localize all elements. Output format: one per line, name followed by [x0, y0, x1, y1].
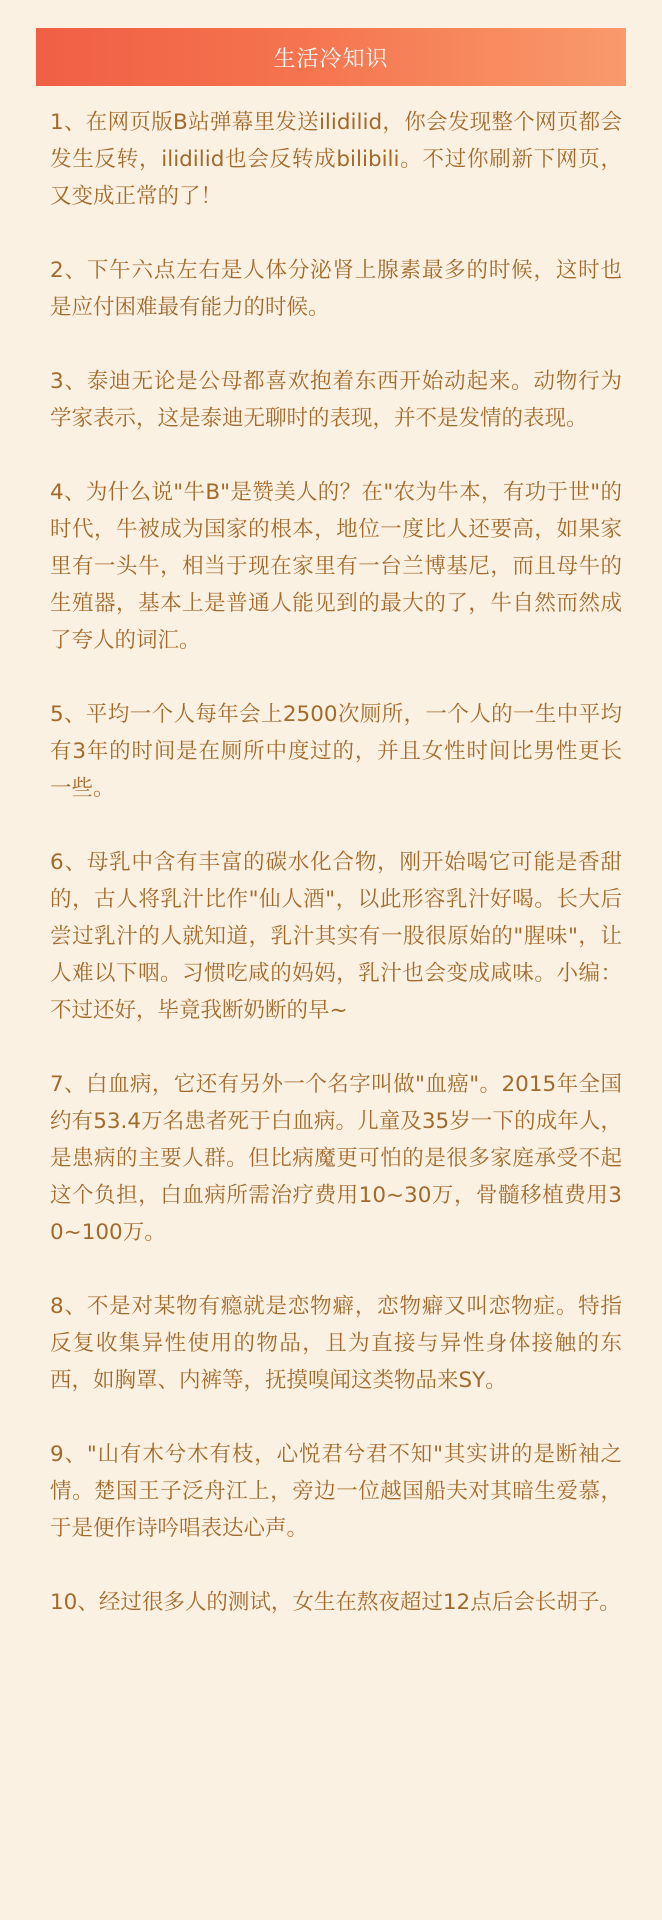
facts-list	[50, 104, 622, 1658]
fact-item-2: 2、下午六点左右是人体分泌肾上腺素最多的时候，这时也是应付困难最有能力的时候。	[50, 258, 622, 320]
section-title: 生活冷知识	[273, 46, 389, 72]
fact-item-8: 8、不是对某物有瘾就是恋物癖，恋物癖又叫恋物症。特指反复收集异性使用的物品，且为直接与异性身体接触的东西，如胸罩、内裤等，抚摸嗅闻这类物品来SY。	[50, 1294, 622, 1393]
fact-item-9: 9、"山有木兮木有枝，心悦君兮君不知"其实讲的是断袖之情。楚国王子泛舟江上，旁边一位越国船夫对其暗生爱慕，于是便作诗吟唱表达心声。	[50, 1442, 622, 1541]
fact-item-5: 5、平均一个人每年会上2500次厕所，一个人的一生中平均有3年的时间是在厕所中度过的，并且女性时间比男性更长一些。	[50, 702, 622, 801]
fact-item-10: 10、经过很多人的测试，女生在熬夜超过12点后会长胡子。	[50, 1590, 621, 1615]
fact-item-7: 7、白血病，它还有另外一个名字叫做"血癌"。2015年全国约有53.4万名患者死于白血病。儿童及35岁一下的成年人，是患病的主要人群。但比病魔更可怕的是很多家庭承受不起这个负担，白血病所需治疗费用10~30万，骨髓移植费用30~100万。	[50, 1072, 622, 1245]
section-header-banner	[36, 28, 626, 86]
fact-item-6: 6、母乳中含有丰富的碳水化合物，刚开始喝它可能是香甜的，古人将乳汁比作"仙人酒"，以此形容乳汁好喝。长大后尝过乳汁的人就知道，乳汁其实有一股很原始的"腥味"，让人难以下咽。习惯吃咸的妈妈，乳汁也会变成咸味。小编：不过还好，毕竟我断奶断的早~	[50, 850, 622, 1023]
fact-item-3: 3、泰迪无论是公母都喜欢抱着东西开始动起来。动物行为学家表示，这是泰迪无聊时的表现，并不是发情的表现。	[50, 369, 622, 431]
fact-item-4: 4、为什么说"牛B"是赞美人的？在"农为牛本，有功于世"的时代，牛被成为国家的根本，地位一度比人还要高，如果家里有一头牛，相当于现在家里有一台兰博基尼，而且母牛的生殖器，基本上是普通人能见到的最大的了，牛自然而然成了夸人的词汇。	[50, 480, 622, 653]
fact-item-1: 1、在网页版B站弹幕里发送ilidilid，你会发现整个网页都会发生反转，ilidilid也会反转成bilibili。不过你刷新下网页，又变成正常的了！	[50, 110, 622, 209]
